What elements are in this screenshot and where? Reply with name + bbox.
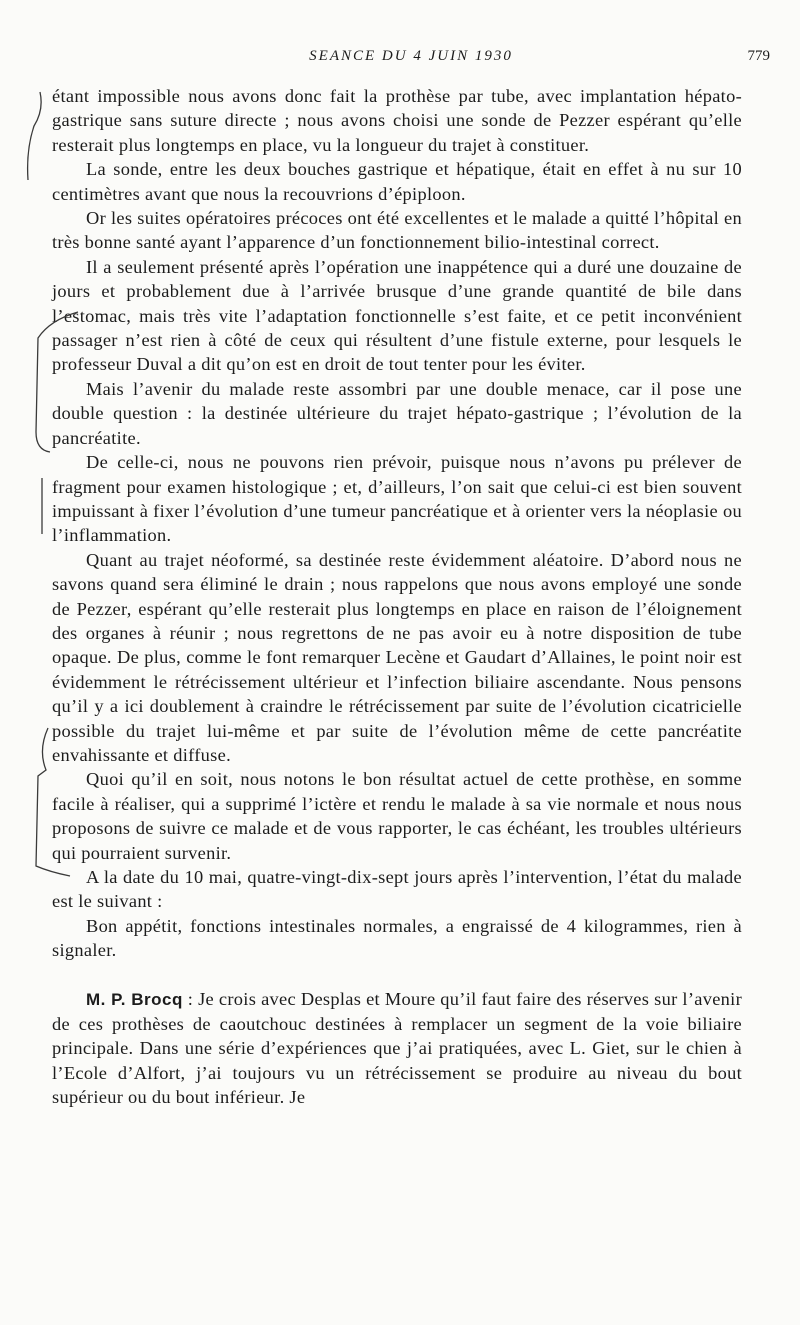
discussion-paragraph <box>52 987 742 1110</box>
paragraph-5: Mais l’avenir du malade reste assombri par une double menace, car il pose une double question : la destinée ultérieure du trajet hépato-gastrique ; l’évolution de la pancréatite. <box>52 378 742 448</box>
margin-bracket-1 <box>28 92 42 180</box>
running-title: SEANCE DU 4 JUIN 1930 <box>309 48 513 64</box>
speaker-name: M. P. Brocq <box>86 989 183 1009</box>
body-text <box>52 84 742 1110</box>
discussion-text: : Je crois avec Desplas et Moure qu’il faut faire des réserves sur l’avenir de ces prothèses de caoutchouc destinées à remplacer un segment de la voie biliaire principale. Dans une série d’expériences que j’ai pratiquées, avec L. Giet, sur le chien à l’Ecole d’Alfort, j’ai toujours vu un rétrécissement se produire au niveau du bout supérieur ou du bout inférieur. Je <box>52 988 742 1108</box>
page-number: 779 <box>747 48 770 64</box>
paragraph-2: La sonde, entre les deux bouches gastrique et hépatique, était en effet à nu sur 10 centimètres avant que nous la recouvrions d’épiploon. <box>52 159 742 204</box>
paragraph-10: Bon appétit, fonctions intestinales normales, a engraissé de 4 kilogrammes, rien à signaler. <box>52 915 742 961</box>
page-header <box>52 42 770 70</box>
paragraph-8: Quoi qu’il en soit, nous notons le bon résultat actuel de cette prothèse, en somme facile à réaliser, qui a supprimé l’ictère et rendu le malade à sa vie normale et nous nous proposons de suivre ce malade et de vous rapporter, le cas échéant, les troubles ultérieurs qui pourraient survenir. <box>52 769 742 863</box>
paragraph-7: Quant au trajet néoformé, sa destinée reste évidemment aléatoire. D’abord nous ne savons quand sera éliminé le drain ; nous rappelons que nous avons employé une sonde de Pezzer, espérant qu’elle resterait plus longtemps en place en raison de l’éloignement des organes à réunir ; nous regrettons de ne pas avoir eu à notre disposition de tube opaque. De plus, comme le font remarquer Lecène et Gaudart d’Allaines, le point noir est évidemment le rétrécissement ultérieur et l’infection biliaire ascendante. Nous pensons qu’il y a ici doublement à craindre le rétrécissement par suite de l’évolution cicatricielle possible du trajet lui-même et par suite de l’évolution même de cette pancréatite envahissante et diffuse. <box>52 549 742 765</box>
paragraph-9: A la date du 10 mai, quatre-vingt-dix-sept jours après l’intervention, l’état du malade est le suivant : <box>52 867 742 912</box>
paragraph-1: étant impossible nous avons donc fait la prothèse par tube, avec implantation hépato-gastrique sans suture directe ; nous avons choisi une sonde de Pezzer espérant qu’elle resterait plus longtemps en place, vu la longueur du trajet à constituer. <box>52 86 742 155</box>
paragraph-3: Or les suites opératoires précoces ont été excellentes et le malade a quitté l’hôpital en très bonne santé ayant l’apparence d’un fonctionnement bilio-intestinal correct. <box>52 208 742 253</box>
paragraph-4: Il a seulement présenté après l’opération une inappétence qui a duré une douzaine de jours et probablement due à l’arrivée brusque d’une grande quantité de bile dans l’estomac, mais très vite l’adaptation fonctionnelle s’est faite, et ce petit inconvénient passager n’est rien à côté de ceux qui résultent d’une fistule externe, pour lesquels le professeur Duval a dit qu’on est en droit de tout tenter pour les éviter. <box>52 256 742 375</box>
paragraph-6: De celle-ci, nous ne pouvons rien prévoir, puisque nous n’avons pu prélever de fragment pour examen histologique ; et, d’ailleurs, l’on sait que celui-ci est bien souvent impuissant à fixer l’évolution d’une tumeur pancréatique et à orienter vers la néoplasie ou l’inflammation. <box>52 452 742 546</box>
